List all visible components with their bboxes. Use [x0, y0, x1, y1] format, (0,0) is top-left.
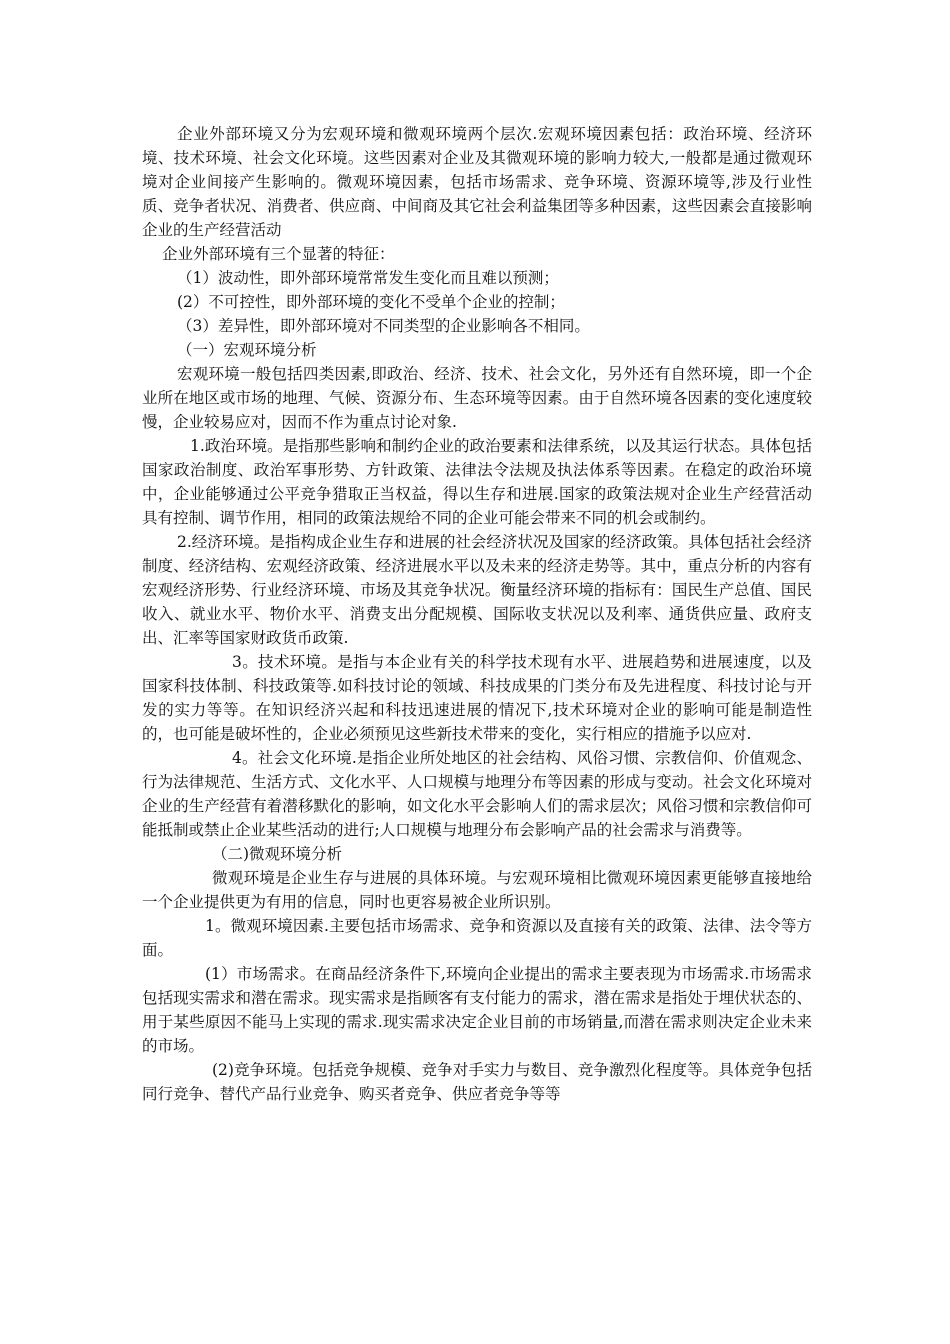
paragraph-technology: 3。技术环境。是指与本企业有关的科学技术现有水平、进展趋势和进展速度，以及国家科技体制、科技政策等.如科技讨论的领域、科技成果的门类分布及先进程度、科技讨论与开发的实力等等。在知识经济兴起和科技迅速进展的情况下,技术环境对企业的影响可能是制造性的，也可能是破坏性的，企业必须预见这些新技术带来的变化，实行相应的措施予以应对. [142, 653, 812, 743]
section-heading-macro: （一）宏观环境分析 [177, 341, 317, 359]
paragraph-market-demand: (1）市场需求。在商品经济条件下,环境向企业提出的需求主要表现为市场需求.市场需求包括现实需求和潜在需求。现实需求是指顾客有支付能力的需求，潜在需求是指处于埋伏状态的、用于某些原因不能马上实现的需求.现实需求决定企业目前的市场销量,而潜在需求则决定企业未来的市场。 [142, 965, 812, 1055]
paragraph-features-heading: 企业外部环境有三个显著的特征： [162, 245, 395, 263]
paragraph-micro-factors: 1。微观环境因素.主要包括市场需求、竞争和资源以及直接有关的政策、法律、法令等方面。 [142, 917, 812, 959]
paragraph-social-culture: 4。社会文化环境.是指企业所处地区的社会结构、风俗习惯、宗教信仰、价值观念、行为法律规范、生活方式、文化水平、人口规模与地理分布等因素的形成与变动。社会文化环境对企业的生产经营有着潜移默化的影响，如文化水平会影响人们的需求层次；风俗习惯和宗教信仰可能抵制或禁止企业某些活动的进行;人口规模与地理分布会影响产品的社会需求与消费等。 [142, 749, 812, 839]
paragraph-micro-intro: 微观环境是企业生存与进展的具体环境。与宏观环境相比微观环境因素更能够直接地给一个企业提供更为有用的信息，同时也更容易被企业所识别。 [142, 869, 812, 911]
paragraph-feature-1: （1）波动性，即外部环境常常发生变化而且难以预测； [177, 269, 559, 287]
paragraph-macro-intro: 宏观环境一般包括四类因素,即政治、经济、技术、社会文化，另外还有自然环境，即一个企业所在地区或市场的地理、气候、资源分布、生态环境等因素。由于自然环境各因素的变化速度较慢，企业较易应对，因而不作为重点讨论对象. [142, 365, 812, 431]
paragraph-intro: 企业外部环境又分为宏观环境和微观环境两个层次.宏观环境因素包括：政治环境、经济环境、技术环境、社会文化环境。这些因素对企业及其微观环境的影响力较大,一般都是通过微观环境对企业间接产生影响的。微观环境因素，包括市场需求、竞争环境、资源环境等,涉及行业性质、竞争者状况、消费者、供应商、中间商及其它社会利益集团等多种因素，这些因素会直接影响企业的生产经营活动 [142, 125, 812, 239]
paragraph-feature-2: (2）不可控性，即外部环境的变化不受单个企业的控制； [177, 293, 565, 311]
paragraph-economic: 2.经济环境。是指构成企业生存和进展的社会经济状况及国家的经济政策。具体包括社会经济制度、经济结构、宏观经济政策、经济进展水平以及未来的经济走势等。其中，重点分析的内容有宏观经济形势、行业经济环境、市场及其竞争状况。衡量经济环境的指标有：国民生产总值、国民收入、就业水平、物价水平、消费支出分配规模、国际收支状况以及利率、通货供应量、政府支出、汇率等国家财政货币政策. [142, 533, 812, 647]
paragraph-competition: (2)竞争环境。包括竞争规模、竞争对手实力与数目、竞争激烈化程度等。具体竞争包括同行竞争、替代产品行业竞争、购买者竞争、供应者竞争等等 [142, 1061, 812, 1103]
section-heading-micro: （二)微观环境分析 [212, 845, 343, 863]
paragraph-political: 1.政治环境。是指那些影响和制约企业的政治要素和法律系统，以及其运行状态。具体包括国家政治制度、政治军事形势、方针政策、法律法令法规及执法体系等因素。在稳定的政治环境中，企业能够通过公平竞争猎取正当权益，得以生存和进展.国家的政策法规对企业生产经营活动具有控制、调节作用，相同的政策法规给不同的企业可能会带来不同的机会或制约。 [142, 437, 812, 527]
paragraph-feature-3: （3）差异性，即外部环境对不同类型的企业影响各不相同。 [177, 317, 590, 335]
document-body [142, 122, 812, 1106]
